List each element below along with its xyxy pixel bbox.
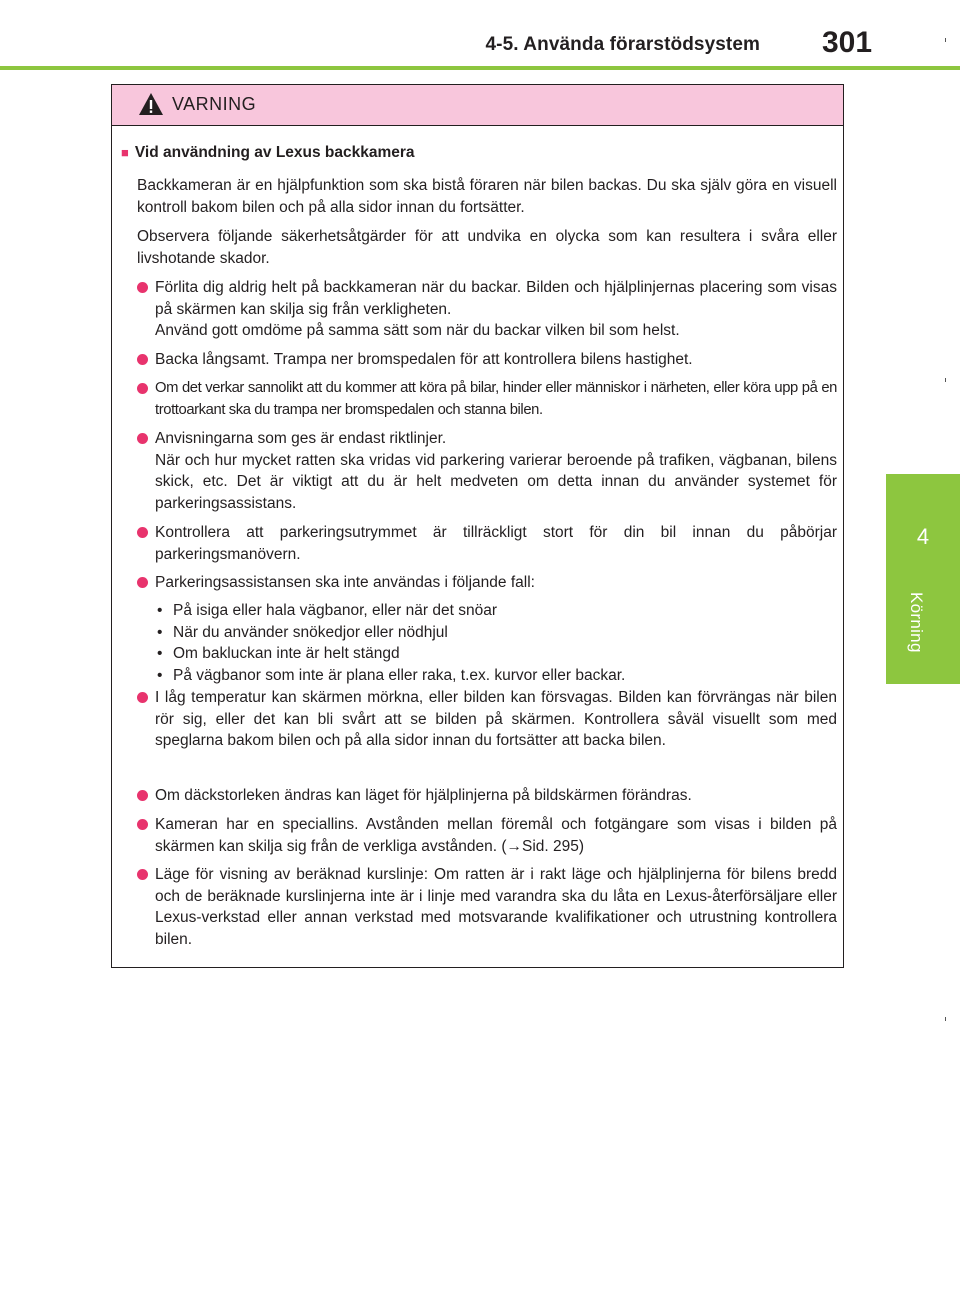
warning-header — [112, 85, 843, 126]
sub-bullet: • — [157, 645, 163, 662]
warning-triangle-icon — [138, 92, 164, 116]
sub-list-item-text: På isiga eller hala vägbanor, eller när det snöar — [173, 602, 497, 619]
bullet-dot-icon — [137, 790, 148, 801]
list-item-text: Backa långsamt. Trampa ner bromspedalen för att kontrollera bilens hastighet. — [155, 351, 693, 368]
bullet-dot-icon — [137, 692, 148, 703]
bullet-dot-icon — [137, 819, 148, 830]
crop-mark — [945, 378, 946, 382]
list-item-text: Parkeringsassistansen ska inte användas i följande fall: — [155, 574, 535, 591]
list-item-text: I låg temperatur kan skärmen mörkna, eller bilden kan försvagas. Bilden kan förvrängas när bilen rör sig, eller det kan bli svårt att se bilden på skärmen. Kontrollera såväl visuellt som med speglarna bakom bilen och på alla sidor innan du fortsätter att backa bilen. — [155, 689, 837, 749]
bullet-dot-icon — [137, 433, 148, 444]
bullet-dot-icon — [137, 383, 148, 394]
warning-box — [111, 84, 844, 968]
list-item-text: Anvisningarna som ges är endast riktlinjer. När och hur mycket ratten ska vridas vid parkering varierar beroende på trafiken, vägbanan, bilens skick, etc. Det är viktigt att du är helt medveten om detta innan du använder systemet för parkeringsassistans. — [155, 430, 837, 512]
sub-list-item-text: På vägbanor som inte är plana eller raka, t.ex. kurvor eller backar. — [173, 667, 626, 684]
chapter-number: 4 — [916, 524, 930, 549]
header-rule — [0, 66, 960, 70]
sub-bullet: • — [157, 602, 163, 619]
bullet-dot-icon — [137, 577, 148, 588]
bullet-dot-icon — [137, 869, 148, 880]
intro-paragraph: Observera följande säkerhetsåtgärder för att undvika en olycka som kan resultera i svåra eller livshotande skador. — [137, 228, 837, 267]
bullet-dot-icon — [137, 354, 148, 365]
section-heading — [121, 144, 415, 162]
list-item-text: Kontrollera att parkeringsutrymmet är tillräckligt stort för din bil innan du påbörjar parkeringsmanövern. — [155, 524, 837, 563]
square-bullet-icon: ■ — [121, 145, 129, 160]
sub-bullet: • — [157, 667, 163, 684]
list-item-text: Om det verkar sannolikt att du kommer att köra på bilar, hinder eller människor i närheten, eller köra upp på en trottoarkant ska du trampa ner bromspedalen och stanna bilen. — [155, 380, 837, 418]
chapter-tab — [886, 474, 960, 684]
page-number: 301 — [822, 26, 873, 59]
sub-bullet: • — [157, 624, 163, 641]
bullet-dot-icon — [137, 282, 148, 293]
section-heading-text: Vid användning av Lexus backkamera — [134, 144, 415, 161]
warning-title: VARNING — [172, 94, 257, 114]
list-item-text: Förlita dig aldrig helt på backkameran när du backar. Bilden och hjälplinjernas placering som visas på skärmen kan skilja sig från verkligheten. Använd gott omdöme på samma sätt som när du backar vilken bil som helst. — [155, 279, 837, 339]
crop-mark — [945, 1017, 946, 1021]
chapter-name: Körning — [907, 592, 926, 653]
section-title: 4-5. Använda förarstödsystem — [485, 34, 760, 55]
list-item-text: Kameran har en speciallins. Avstånden mellan föremål och fotgängare som visas i bilden på skärmen kan skilja sig från de verkliga avstånden. (→Sid. 295) — [155, 816, 837, 855]
sub-list-item-text: När du använder snökedjor eller nödhjul — [173, 624, 448, 641]
bullet-dot-icon — [137, 527, 148, 538]
list-item-text: Om däckstorleken ändras kan läget för hjälplinjerna på bildskärmen förändras. — [155, 787, 692, 804]
intro-paragraph: Backkameran är en hjälpfunktion som ska bistå föraren när bilen backas. Du ska själv göra en visuell kontroll bakom bilen och på alla sidor innan du fortsätter. — [137, 177, 837, 216]
crop-mark — [945, 38, 946, 42]
list-item-text: Läge för visning av beräknad kurslinje: Om ratten är i rakt läge och hjälplinjerna för bilens bredd och de beräknade kurslinjerna inte är i linje med varandra ska du låta en Lexus-återförsäljare eller Lexus-verkstad eller annan verkstad med motsvarande kvalifikationer och utrustning kontrollera bilen. — [155, 866, 837, 948]
sub-list-item-text: Om bakluckan inte är helt stängd — [173, 645, 400, 662]
